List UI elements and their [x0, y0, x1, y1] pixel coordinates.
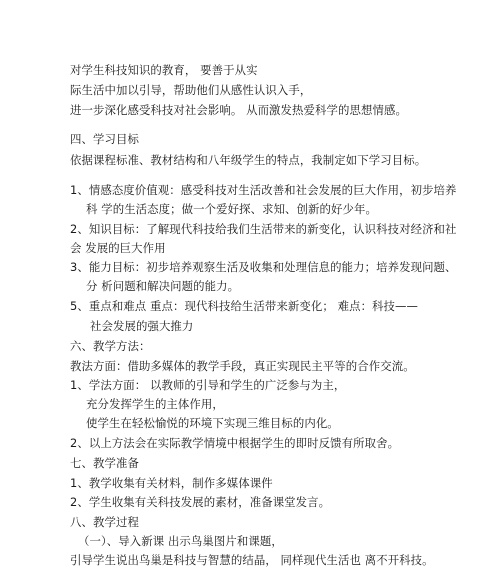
list-item-continuation: 社会发展的强大推力 [90, 319, 194, 333]
list-item: 2、学生收集有关科技发展的素材，准备课堂发言。 [70, 495, 331, 509]
list-item-continuation: 会 发展的巨大作用 [70, 241, 166, 255]
list-item: 1、学法方面： 以教师的引导和学生的广泛参与为主， [70, 378, 346, 392]
list-item-continuation: 充分发挥学生的主体作用， [86, 397, 224, 411]
text-line: （一）、导入新课 出示鸟巢图片和课题， [78, 534, 283, 548]
text-line: 依据课程标准、教材结构和八年级学生的特点，我制定如下学习目标。 [70, 153, 427, 167]
list-item-continuation: 使学生在轻松愉悦的环境下实现三维目标的内化。 [86, 416, 339, 430]
list-item-continuation: 分 析问题和解决问题的能力。 [86, 279, 240, 293]
list-item: 2、以上方法会在实际教学情境中根据学生的即时反馈有所取舍。 [70, 436, 400, 450]
section-heading: 四、学习目标 [70, 132, 139, 146]
list-item: 5、重点和难点 重点：现代科技给生活带来新变化； 难点：科技—— [70, 299, 419, 313]
text-line: 际生活中加以引导，帮助他们从感性认识入手， [70, 83, 312, 97]
list-item: 1、情感态度价值观：感受科技对生活改善和社会发展的巨大作用，初步培养 [70, 183, 457, 197]
text-line: 对学生科技知识的教育， 要善于从实 [70, 63, 258, 77]
section-heading: 八、教学过程 [70, 515, 139, 529]
list-item: 2、知识目标：了解现代科技给我们生活带来的新变化，认识科技对经济和社 [70, 222, 457, 236]
list-item: 1、教学收集有关材料，制作多媒体课件 [70, 476, 273, 490]
text-line: 教法方面：借助多媒体的教学手段，真正实现民主平等的合作交流。 [70, 359, 415, 373]
list-item-continuation: 科 学的生活态度；做一个爱好探、求知、创新的好少年。 [86, 202, 377, 216]
section-heading: 七、教学准备 [70, 456, 139, 470]
text-line: 进一步深化感受科技对社会影响。 从而激发热爱科学的思想情感。 [70, 103, 407, 117]
list-item: 3、能力目标：初步培养观察生活及收集和处理信息的能力；培养发现问题、 [70, 260, 457, 274]
text-line: 引导学生说出鸟巢是科技与智慧的结晶， 同样现代生活也 离不开科技。 [70, 553, 434, 567]
section-heading: 六、教学方法： [70, 339, 151, 353]
